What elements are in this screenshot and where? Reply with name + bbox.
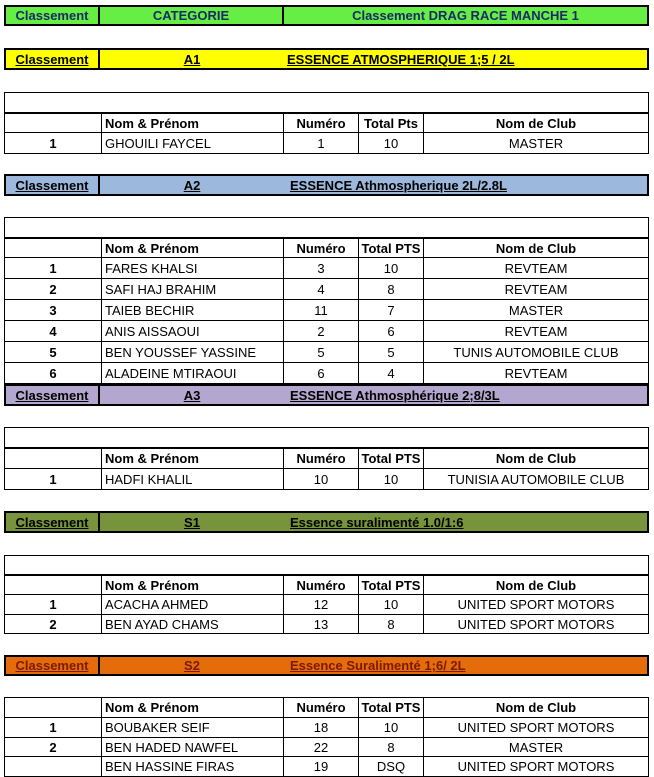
name-cell: BEN AYAD CHAMS: [102, 615, 284, 634]
table-row: [4, 279, 649, 300]
points-cell: DSQ: [359, 757, 424, 777]
name-cell: ACACHA AHMED: [102, 595, 284, 615]
spacer-row: [4, 406, 649, 427]
number-header: Numéro: [284, 113, 359, 133]
name-cell: SAFI HAJ BRAHIM: [102, 279, 284, 300]
points-cell: 10: [359, 718, 424, 738]
number-cell: 2: [284, 321, 359, 342]
table-row: [4, 363, 649, 384]
points-cell: 5: [359, 342, 424, 363]
club-cell: REVTEAM: [424, 258, 649, 279]
table-row: [4, 718, 649, 738]
rank-header: [4, 697, 102, 718]
club-cell: UNITED SPORT MOTORS: [424, 757, 649, 777]
table-row: [4, 738, 649, 757]
rank-cell: 3: [4, 300, 102, 321]
rank-header: [4, 113, 102, 133]
points-header: Total PTS: [359, 238, 424, 258]
club-header: Nom de Club: [424, 448, 649, 469]
header-classement: Classement: [4, 5, 100, 26]
name-cell: BEN HASSINE FIRAS: [102, 757, 284, 777]
top-header-row: [4, 5, 649, 26]
rank-cell: [4, 757, 102, 777]
spacer-row: [4, 634, 649, 655]
banner-classement: Classement: [4, 384, 100, 406]
name-cell: FARES KHALSI: [102, 258, 284, 279]
rank-cell: 1: [4, 469, 102, 490]
table-header-row: [4, 238, 649, 258]
banner-title: Essence suralimenté 1.0/1:6: [284, 511, 649, 533]
table-row: [4, 258, 649, 279]
rank-cell: 1: [4, 595, 102, 615]
name-header: Nom & Prénom: [102, 575, 284, 595]
empty-row-border: [4, 555, 649, 575]
header-title: Classement DRAG RACE MANCHE 1: [284, 5, 649, 26]
table-header-row: [4, 575, 649, 595]
empty-row-border: [4, 427, 649, 448]
number-cell: 12: [284, 595, 359, 615]
club-cell: MASTER: [424, 300, 649, 321]
number-cell: 6: [284, 363, 359, 384]
rank-header: [4, 448, 102, 469]
points-cell: 7: [359, 300, 424, 321]
table-row: [4, 321, 649, 342]
number-header: Numéro: [284, 238, 359, 258]
banner-category: A1: [100, 48, 284, 70]
name-cell: TAIEB BECHIR: [102, 300, 284, 321]
table-row: [4, 300, 649, 321]
points-cell: 8: [359, 279, 424, 300]
number-header: Numéro: [284, 697, 359, 718]
club-cell: TUNIS AUTOMOBILE CLUB: [424, 342, 649, 363]
results-sheet: [4, 5, 649, 777]
number-header: Numéro: [284, 575, 359, 595]
table-row: [4, 469, 649, 490]
rank-cell: 2: [4, 279, 102, 300]
banner-title: ESSENCE ATMOSPHERIQUE 1;5 / 2L: [284, 48, 649, 70]
banner-title: ESSENCE Athmosphérique 2;8/3L: [284, 384, 649, 406]
club-cell: TUNISIA AUTOMOBILE CLUB: [424, 469, 649, 490]
club-header: Nom de Club: [424, 113, 649, 133]
number-cell: 3: [284, 258, 359, 279]
name-cell: ALADEINE MTIRAOUI: [102, 363, 284, 384]
section-s1-banner: [4, 511, 649, 533]
club-cell: MASTER: [424, 738, 649, 757]
empty-row: [4, 555, 649, 575]
club-header: Nom de Club: [424, 238, 649, 258]
table-row: [4, 757, 649, 777]
empty-row: [4, 217, 649, 238]
rank-cell: 2: [4, 615, 102, 634]
number-cell: 18: [284, 718, 359, 738]
club-header: Nom de Club: [424, 697, 649, 718]
section-a2-banner: [4, 174, 649, 196]
table-row: [4, 615, 649, 634]
number-cell: 5: [284, 342, 359, 363]
name-cell: BOUBAKER SEIF: [102, 718, 284, 738]
spacer-row: [4, 70, 649, 92]
name-cell: ANIS AISSAOUI: [102, 321, 284, 342]
table-row: [4, 595, 649, 615]
section-a1-banner: [4, 48, 649, 70]
banner-category: S2: [100, 655, 284, 676]
rank-header: [4, 575, 102, 595]
points-cell: 8: [359, 615, 424, 634]
banner-title: ESSENCE Athmospherique 2L/2.8L: [284, 174, 649, 196]
points-header: Total PTS: [359, 575, 424, 595]
spacer-row: [4, 676, 649, 697]
club-cell: UNITED SPORT MOTORS: [424, 595, 649, 615]
number-cell: 4: [284, 279, 359, 300]
banner-classement: Classement: [4, 174, 100, 196]
rank-cell: 1: [4, 258, 102, 279]
name-cell: HADFI KHALIL: [102, 469, 284, 490]
name-header: Nom & Prénom: [102, 238, 284, 258]
header-categorie: CATEGORIE: [100, 5, 284, 26]
club-cell: REVTEAM: [424, 279, 649, 300]
rank-cell: 5: [4, 342, 102, 363]
banner-classement: Classement: [4, 511, 100, 533]
number-cell: 11: [284, 300, 359, 321]
empty-row: [4, 427, 649, 448]
name-header: Nom & Prénom: [102, 448, 284, 469]
name-header: Nom & Prénom: [102, 113, 284, 133]
banner-category: S1: [100, 511, 284, 533]
number-cell: 19: [284, 757, 359, 777]
points-cell: 10: [359, 258, 424, 279]
number-cell: 13: [284, 615, 359, 634]
empty-row-border: [4, 217, 649, 238]
table-header-row: [4, 448, 649, 469]
rank-cell: 2: [4, 738, 102, 757]
club-cell: REVTEAM: [424, 363, 649, 384]
points-cell: 4: [359, 363, 424, 384]
banner-category: A2: [100, 174, 284, 196]
table-header-row: [4, 697, 649, 718]
section-s2-banner: [4, 655, 649, 676]
club-cell: MASTER: [424, 133, 649, 154]
spacer-row: [4, 533, 649, 555]
banner-classement: Classement: [4, 48, 100, 70]
name-header: Nom & Prénom: [102, 697, 284, 718]
rank-cell: 1: [4, 133, 102, 154]
table-header-row: [4, 113, 649, 133]
points-cell: 10: [359, 469, 424, 490]
points-header: Total PTS: [359, 448, 424, 469]
number-cell: 10: [284, 469, 359, 490]
rank-header: [4, 238, 102, 258]
club-cell: REVTEAM: [424, 321, 649, 342]
name-cell: GHOUILI FAYCEL: [102, 133, 284, 154]
points-cell: 8: [359, 738, 424, 757]
club-cell: UNITED SPORT MOTORS: [424, 615, 649, 634]
spacer-row: [4, 154, 649, 174]
rank-cell: 4: [4, 321, 102, 342]
spacer-row: [4, 196, 649, 217]
name-cell: BEN YOUSSEF YASSINE: [102, 342, 284, 363]
table-row: [4, 342, 649, 363]
points-header: Total Pts: [359, 113, 424, 133]
spacer-row: [4, 26, 649, 48]
banner-classement: Classement: [4, 655, 100, 676]
empty-row-border: [4, 92, 649, 113]
points-header: Total PTS: [359, 697, 424, 718]
number-cell: 1: [284, 133, 359, 154]
club-cell: UNITED SPORT MOTORS: [424, 718, 649, 738]
name-cell: BEN HADED NAWFEL: [102, 738, 284, 757]
rank-cell: 6: [4, 363, 102, 384]
number-header: Numéro: [284, 448, 359, 469]
points-cell: 10: [359, 595, 424, 615]
banner-title: Essence Suralimenté 1;6/ 2L: [284, 655, 649, 676]
number-cell: 22: [284, 738, 359, 757]
club-header: Nom de Club: [424, 575, 649, 595]
spacer-row: [4, 490, 649, 511]
section-a3-banner: [4, 384, 649, 406]
table-row: [4, 133, 649, 154]
rank-cell: 1: [4, 718, 102, 738]
points-cell: 10: [359, 133, 424, 154]
points-cell: 6: [359, 321, 424, 342]
banner-category: A3: [100, 384, 284, 406]
empty-row: [4, 92, 649, 113]
